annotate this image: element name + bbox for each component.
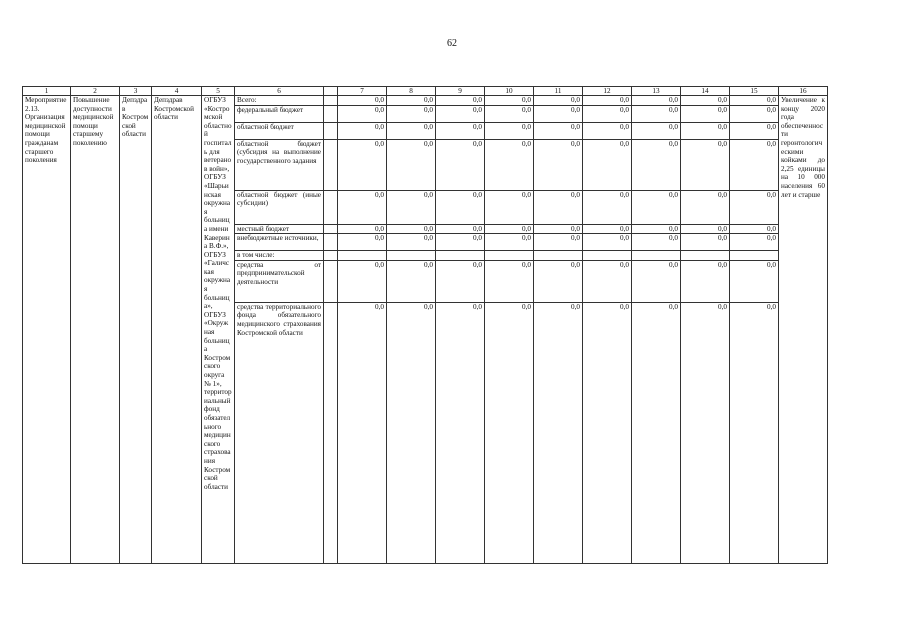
value-cell: 0,0 [485,234,534,251]
value-cell: 0,0 [338,224,387,234]
value-cell: 0,0 [632,302,681,563]
value-cell: 0,0 [681,190,730,224]
column-number: 13 [632,87,681,96]
value-cell: 0,0 [583,302,632,563]
value-cell: 0,0 [681,234,730,251]
value-cell: 0,0 [681,96,730,106]
column-number: 16 [779,87,828,96]
value-cell: 0,0 [583,105,632,122]
value-cell: 0,0 [632,96,681,106]
coordinator-cell: Депздрав Костромской области [120,96,152,564]
value-cell: 0,0 [436,234,485,251]
empty-cell [324,260,338,302]
value-cell [632,251,681,261]
value-cell: 0,0 [387,234,436,251]
value-cell: 0,0 [387,302,436,563]
value-cell: 0,0 [534,105,583,122]
column-number: 4 [152,87,202,96]
column-number: 14 [681,87,730,96]
value-cell: 0,0 [730,302,779,563]
value-cell: 0,0 [632,122,681,139]
value-cell [681,251,730,261]
responsible-cell: Депздрав Костромской области [152,96,202,564]
value-cell [730,251,779,261]
value-cell: 0,0 [338,105,387,122]
value-cell [387,251,436,261]
value-cell: 0,0 [730,122,779,139]
funding-source-cell: внебюджетные источники, [235,234,324,251]
value-cell: 0,0 [730,260,779,302]
column-number: 12 [583,87,632,96]
value-cell: 0,0 [338,260,387,302]
value-cell: 0,0 [436,190,485,224]
funding-source-cell: областной бюджет [235,122,324,139]
value-cell: 0,0 [534,190,583,224]
value-cell: 0,0 [583,260,632,302]
value-cell: 0,0 [730,224,779,234]
value-cell: 0,0 [583,234,632,251]
value-cell: 0,0 [338,234,387,251]
value-cell: 0,0 [485,260,534,302]
empty-cell [324,190,338,224]
value-cell: 0,0 [387,224,436,234]
value-cell: 0,0 [534,122,583,139]
funding-source-cell: областной бюджет (субсидия на выполнение государственного задания [235,139,324,190]
measure-name-cell: Мероприятие 2.13. Организация медицинской помощи гражданам старшего поколения [23,96,71,564]
funding-source-cell: средства от предпринимательской деятельности [235,260,324,302]
value-cell: 0,0 [632,139,681,190]
empty-cell [324,139,338,190]
value-cell: 0,0 [730,190,779,224]
empty-cell [324,302,338,563]
column-number: 2 [71,87,120,96]
value-cell: 0,0 [485,122,534,139]
value-cell: 0,0 [338,139,387,190]
value-cell: 0,0 [583,139,632,190]
value-cell: 0,0 [681,105,730,122]
value-cell: 0,0 [485,190,534,224]
column-number: 11 [534,87,583,96]
value-cell: 0,0 [387,96,436,106]
funding-source-cell: средства территориального фонда обязательного медицинского страхования Костромской области [235,302,324,563]
value-cell: 0,0 [436,139,485,190]
value-cell: 0,0 [632,105,681,122]
value-cell: 0,0 [436,224,485,234]
value-cell: 0,0 [485,139,534,190]
column-number: 10 [485,87,534,96]
value-cell: 0,0 [583,96,632,106]
value-cell: 0,0 [534,260,583,302]
value-cell: 0,0 [534,234,583,251]
value-cell: 0,0 [632,260,681,302]
page-number: 62 [447,38,457,49]
funding-source-cell: местный бюджет [235,224,324,234]
value-cell: 0,0 [534,139,583,190]
value-cell: 0,0 [583,224,632,234]
column-number-row [23,87,828,96]
value-cell: 0,0 [730,105,779,122]
value-cell [485,251,534,261]
value-cell: 0,0 [387,139,436,190]
empty-cell [324,105,338,122]
value-cell: 0,0 [632,234,681,251]
value-cell: 0,0 [485,224,534,234]
empty-cell [324,251,338,261]
value-cell: 0,0 [632,224,681,234]
value-cell: 0,0 [387,260,436,302]
value-cell: 0,0 [534,96,583,106]
value-cell: 0,0 [583,190,632,224]
value-cell: 0,0 [681,260,730,302]
funding-source-cell: в том числе: [235,251,324,261]
column-number [324,87,338,96]
executors-cell: ОГБУЗ «Костромской областной госпиталь для ветеранов войн», ОГБУЗ «Шарьинская окружная больница имени Каверина В.Ф.», ОГБУЗ «Галичская окружная больница», ОГБУЗ «Окружная больница Костромского округа № 1», территориальный фонд обязательного медицинского страхования Костромской области [202,96,235,564]
funding-source-cell: Всего: [235,96,324,106]
value-cell: 0,0 [387,105,436,122]
value-cell: 0,0 [338,302,387,563]
empty-cell [324,96,338,106]
value-cell: 0,0 [583,122,632,139]
value-cell: 0,0 [730,96,779,106]
value-cell: 0,0 [338,190,387,224]
funding-source-cell: областной бюджет (иные субсидии) [235,190,324,224]
value-cell: 0,0 [681,224,730,234]
column-number: 5 [202,87,235,96]
value-cell: 0,0 [485,105,534,122]
value-cell: 0,0 [730,234,779,251]
empty-cell [324,122,338,139]
result-cell: Увеличение к концу 2020 года обеспеченности геронтологическими койками до 2,25 единицы на 10 000 населения 60 лет и старше [779,96,828,564]
empty-cell [324,234,338,251]
empty-cell [324,224,338,234]
column-number: 15 [730,87,779,96]
value-cell: 0,0 [436,105,485,122]
column-number: 9 [436,87,485,96]
value-cell: 0,0 [338,122,387,139]
table-row [23,96,828,106]
value-cell: 0,0 [681,139,730,190]
value-cell [338,251,387,261]
value-cell: 0,0 [681,122,730,139]
value-cell: 0,0 [730,139,779,190]
value-cell: 0,0 [534,224,583,234]
value-cell: 0,0 [681,302,730,563]
value-cell: 0,0 [387,190,436,224]
budget-table [22,86,828,564]
value-cell: 0,0 [436,122,485,139]
column-number: 6 [235,87,324,96]
value-cell [436,251,485,261]
value-cell [583,251,632,261]
value-cell [534,251,583,261]
value-cell: 0,0 [632,190,681,224]
column-number: 7 [338,87,387,96]
value-cell: 0,0 [436,260,485,302]
value-cell: 0,0 [387,122,436,139]
value-cell: 0,0 [485,96,534,106]
funding-source-cell: федеральный бюджет [235,105,324,122]
value-cell: 0,0 [485,302,534,563]
value-cell: 0,0 [338,96,387,106]
measure-goal-cell: Повышение доступности медицинской помощи старшему поколению [71,96,120,564]
value-cell: 0,0 [436,96,485,106]
value-cell: 0,0 [534,302,583,563]
column-number: 1 [23,87,71,96]
column-number: 3 [120,87,152,96]
value-cell: 0,0 [436,302,485,563]
column-number: 8 [387,87,436,96]
